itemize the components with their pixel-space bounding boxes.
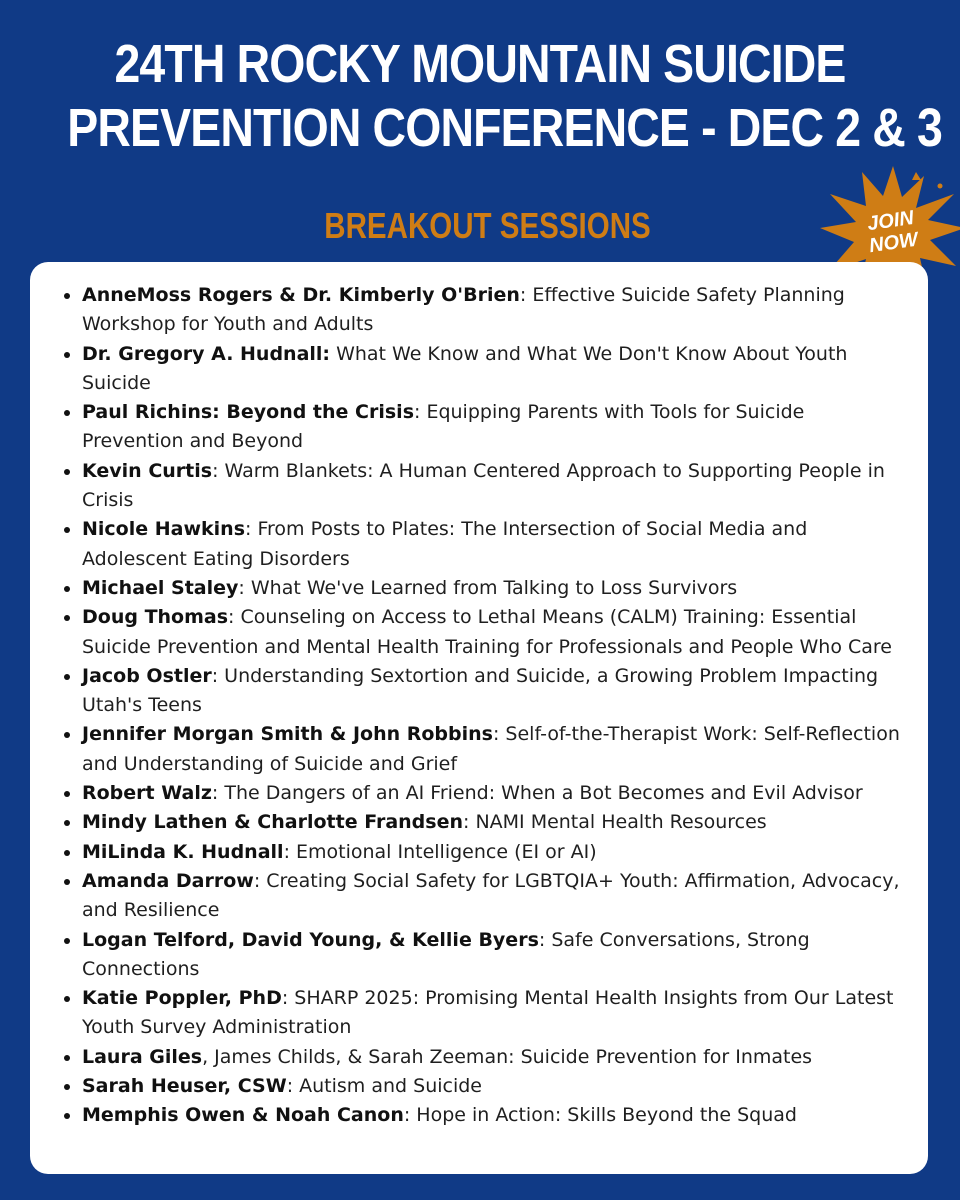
sessions-card bbox=[30, 262, 928, 1174]
session-topic: : Hope in Action: Skills Beyond the Squad bbox=[403, 1104, 797, 1127]
page-title bbox=[67, 32, 942, 160]
session-topic: , James Childs, & Sarah Zeeman: Suicide Prevention for Inmates bbox=[202, 1045, 813, 1068]
session-speaker: Dr. Gregory A. Hudnall: bbox=[82, 342, 331, 365]
title-line-1: 24TH ROCKY MOUNTAIN SUICIDE bbox=[114, 34, 846, 94]
session-topic: : Effective Suicide Safety Planning Workshop for Youth and Adults bbox=[82, 284, 845, 336]
session-topic: : NAMI Mental Health Resources bbox=[463, 811, 767, 834]
title-line-2: PREVENTION CONFERENCE - DEC 2 & 3 bbox=[67, 98, 942, 158]
session-speaker: Logan Telford, David Young, & Kellie Byers bbox=[82, 928, 539, 951]
session-item bbox=[82, 1101, 904, 1130]
session-item bbox=[82, 662, 904, 721]
session-speaker: MiLinda K. Hudnall bbox=[82, 840, 284, 863]
session-speaker: Mindy Lathen & Charlotte Frandsen bbox=[82, 811, 463, 834]
session-item bbox=[82, 1072, 904, 1101]
session-item bbox=[82, 779, 904, 808]
session-topic: : Understanding Sextortion and Suicide, a Growing Problem Impacting Utah's Teens bbox=[82, 664, 879, 717]
session-speaker: Robert Walz bbox=[82, 782, 212, 805]
session-speaker: Jacob Ostler bbox=[82, 664, 212, 687]
session-topic: : Self-of-the-Therapist Work: Self-Reflection and Understanding of Suicide and Grief bbox=[82, 723, 900, 775]
session-topic: : Autism and Suicide bbox=[286, 1075, 483, 1098]
session-speaker: Doug Thomas bbox=[82, 606, 229, 629]
session-item bbox=[82, 867, 904, 926]
session-topic: : Safe Conversations, Strong Connections bbox=[82, 928, 810, 980]
session-item bbox=[82, 457, 904, 516]
session-speaker: AnneMoss Rogers & Dr. Kimberly O'Brien bbox=[82, 284, 520, 306]
session-speaker: Amanda Darrow bbox=[82, 869, 254, 892]
session-topic: : Emotional Intelligence (EI or AI) bbox=[283, 840, 597, 863]
session-topic: : Counseling on Access to Lethal Means (CALM) Training: Essential Suicide Prevention and Mental Health Training for Professionals and People Who Care bbox=[82, 606, 892, 658]
session-item bbox=[82, 574, 904, 603]
session-topic: What We Know and What We Don't Know About Youth Suicide bbox=[82, 342, 848, 394]
join-word: JOIN bbox=[865, 206, 916, 236]
session-topic: : SHARP 2025: Promising Mental Health Insights from Our Latest Youth Survey Administration bbox=[82, 987, 894, 1039]
session-item bbox=[82, 603, 904, 662]
session-item bbox=[82, 398, 904, 457]
session-item bbox=[82, 984, 904, 1043]
session-topic: : Creating Social Safety for LGBTQIA+ Youth: Affirmation, Advocacy, and Resilience bbox=[82, 869, 900, 922]
sessions-list bbox=[82, 281, 904, 1131]
session-topic: : Warm Blankets: A Human Centered Approach to Supporting People in Crisis bbox=[82, 459, 885, 512]
now-word: NOW bbox=[867, 228, 920, 258]
session-item bbox=[82, 808, 904, 837]
session-item bbox=[82, 1043, 904, 1072]
session-item bbox=[82, 515, 904, 574]
session-item bbox=[82, 340, 904, 399]
session-speaker: Sarah Heuser, CSW bbox=[82, 1075, 287, 1098]
session-speaker: Jennifer Morgan Smith & John Robbins bbox=[82, 723, 493, 746]
session-speaker: Kevin Curtis bbox=[82, 459, 213, 482]
session-item bbox=[82, 926, 904, 985]
breakout-sessions-heading: BREAKOUT SESSIONS bbox=[324, 205, 651, 246]
session-speaker: Laura Giles bbox=[82, 1045, 203, 1068]
session-speaker: Memphis Owen & Noah Canon bbox=[82, 1104, 404, 1127]
session-item bbox=[82, 838, 904, 867]
session-item bbox=[82, 720, 904, 779]
session-speaker: Paul Richins: Beyond the Crisis bbox=[82, 401, 414, 424]
session-speaker: Michael Staley bbox=[82, 576, 239, 599]
session-topic: : The Dangers of an AI Friend: When a Bot Becomes and Evil Advisor bbox=[211, 782, 863, 805]
session-speaker: Nicole Hawkins bbox=[82, 518, 246, 541]
session-topic: : From Posts to Plates: The Intersection of Social Media and Adolescent Eating Disorders bbox=[82, 518, 808, 570]
session-item bbox=[82, 281, 904, 340]
session-topic: : Equipping Parents with Tools for Suicide Prevention and Beyond bbox=[82, 401, 805, 453]
session-topic: : What We've Learned from Talking to Loss Survivors bbox=[238, 576, 738, 599]
session-speaker: Katie Poppler, PhD bbox=[82, 987, 282, 1010]
